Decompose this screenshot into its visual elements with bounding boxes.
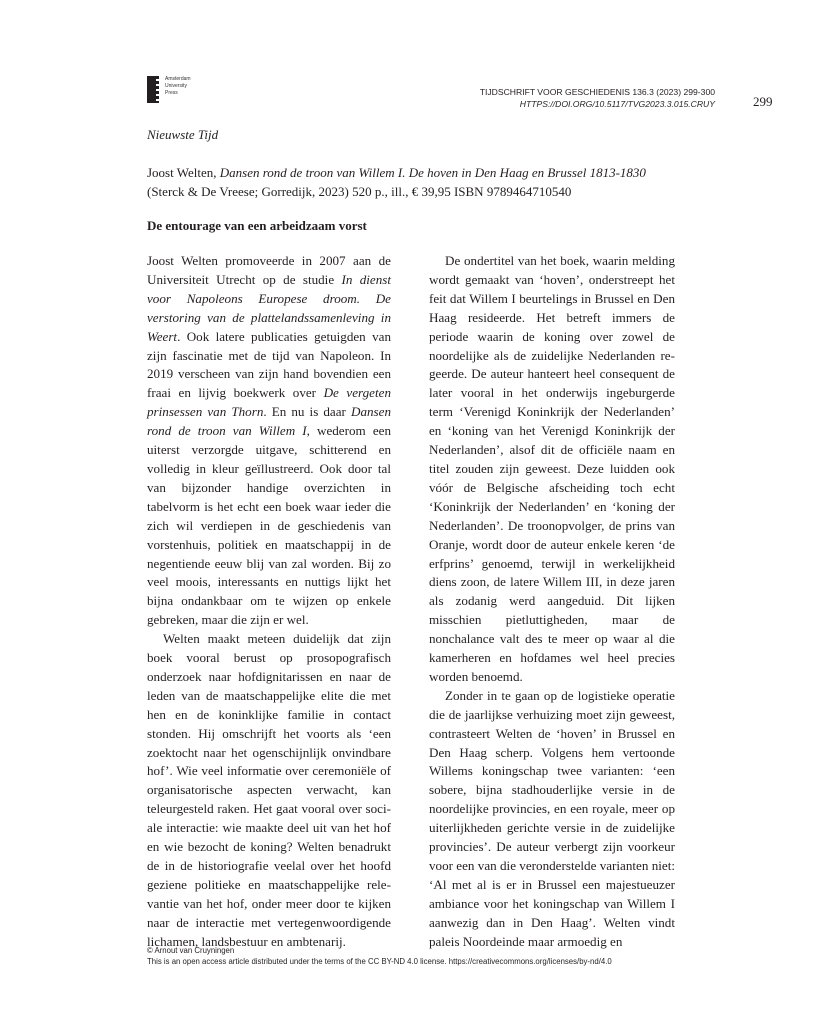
page-number: 299 xyxy=(753,94,773,109)
publisher-line: University xyxy=(165,83,187,89)
italic-title: Dansen rond de troon van Willem I xyxy=(147,404,392,439)
paragraph xyxy=(147,252,391,630)
text-run: , wederom een uiterst verzorgde uitgave, schitterend en volledig in kleur geïllustreerd. Ook door tal van bijzonder handige overzichten in tabelvorm is het echt een boek waar ieder die zich wil verdiepen in de geschiedenis van vorstenhuis, politiek en maatschappij in de negentiende eeuw blij van zal worden. Bij zo veel moois, interessants en nuttigs lijkt het bijna ondankbaar om te wijzen op enkele gebreken, maar die zijn er wel. xyxy=(147,423,391,628)
publisher-logo xyxy=(147,76,191,103)
doi-link[interactable]: HTTPS://DOI.ORG/10.5117/TVG2023.3.015.CRUY xyxy=(519,99,715,109)
paragraph: De ondertitel van het boek, waarin melding wordt gemaakt van ‘hoven’, onderstreept het feit dat Willem I beurtelings in Brussel en Den Haag resideerde. Het betreft immers de periode waarin de koning over zowel de noordelijke als de zuidelijke Nederlanden regeerde. De auteur hanteert heel consequent de later vooral in het onderwijs ingeburgerde term ‘Verenigd Koninkrijk der Nederlanden’ en ‘koning van het Verenigd Koninkrijk der Nederlanden’, alsof dit de officiële naam en titel zouden zijn geweest. Deze luidden ook vóór de Belgische afscheiding toch echt ‘Koninkrijk der Nederlanden’ en ‘koning der Nederlanden’. De troonopvolger, de prins van Oranje, wordt door de auteur enkele keren ‘de erfprins’ genoemd, terwijl in werkelijkheid diens zoon, de latere Willem III, in deze jaren als zodanig werd aangeduid. Dit lijken misschien pietluttigheden, maar de nonchalance valt des te meer op waar al die kamerheren en hofdames wel heel precies worden benoemd. xyxy=(429,253,675,684)
journal-header xyxy=(480,86,715,110)
text-run: . En nu is daar xyxy=(263,404,351,420)
text-run: Joost Welten promoveerde in 2007 aan de Universiteit Utrecht op de studie xyxy=(147,253,391,287)
paragraph: Zonder in te gaan op de logistieke operatie die de jaarlijkse verhuizing moet zijn geweest, contrasteert Welten de ‘hoven’ in Brussel en Den Haag scherp. Volgens hem vertoonde Willems koningschap twee varianten: ‘een sobere, bijna stadhouderlijke versie in de noordelijke provincies, en een royale, meer op uiterlijkheden gerichte versie in de zuidelijke provincies’. De auteur verbergt zijn voorkeur voor een van die veronderstelde varianten niet: ‘Al met al is er in Brussel een majestueuzer ambiance voor het koningschap van Willem I aanwezig dan in Den Haag’. Welten vindt paleis Noordeinde maar armoedig en xyxy=(429,687,675,949)
paragraph: Welten maakt meteen duidelijk dat zijn boek vooral berust op prosopografisch onderzoek naar hofdignitarissen en naar de leden van de maatschappelijke elite die met hen en de koninklijke familie in contact stonden. Hij omschrijft het voorts als ‘een zoektocht naar het ogenschijnlijk onvindbare hof’. Wie veel informatie over ceremoniële of organisatorische aspecten verwacht, kan teleurgesteld raken. Het gaat vooral over sociale interactie: wie maakte deel uit van het hof en wie bezocht de koning? Welten benadrukt de in de historiografie veelal over het hoofd geziene politieke en maatschappelijke relevantie van het hof, onder meer door te kijken naar de interactie met vertegenwoordigende lichamen, landsbestuur en ambtenarij. xyxy=(147,631,391,949)
book-title: Dansen rond de troon van Willem I. De hoven in Den Haag en Brussel 1813-1830 xyxy=(219,165,646,180)
section-label: Nieuwste Tijd xyxy=(147,127,219,142)
book-details: (Sterck & De Vreese; Gorredijk, 2023) 520 p., ill., € 39,95 ISBN 9789464710540 xyxy=(147,184,572,199)
journal-citation: TIJDSCHRIFT VOOR GESCHIEDENIS 136.3 (2023) 299-300 xyxy=(479,87,715,97)
book-author: Joost Welten, xyxy=(147,165,220,180)
copyright-notice: © Arnout van Cruyningen xyxy=(147,946,235,955)
publisher-line: Press xyxy=(165,90,178,96)
body-column-right xyxy=(429,252,675,952)
review-title: De entourage van een arbeidzaam vorst xyxy=(147,218,367,233)
publisher-line: Amsterdam xyxy=(165,76,191,82)
amsterdam-university-press-logo-icon xyxy=(147,76,157,103)
body-column-left xyxy=(147,252,391,952)
italic-title: De vergeten prinsessen van Thorn xyxy=(147,385,391,420)
page-footer xyxy=(147,945,612,967)
text-run: . Ook latere publicaties getuigden van zijn fascinatie met de tijd van Napoleon. In 2019 verscheen van zijn hand bovendien een fraai en lijvig boekwerk over xyxy=(147,328,391,401)
book-citation xyxy=(147,163,707,201)
italic-title: In dienst voor Napoleons Europese droom. De verstoring van de plattelandssamenleving in Weert xyxy=(147,271,391,344)
publisher-name xyxy=(165,76,191,97)
license-notice: This is an open access article distributed under the terms of the CC BY-ND 4.0 license. https://creativecommons.org/licenses/by-nd/4.0 xyxy=(147,957,612,966)
